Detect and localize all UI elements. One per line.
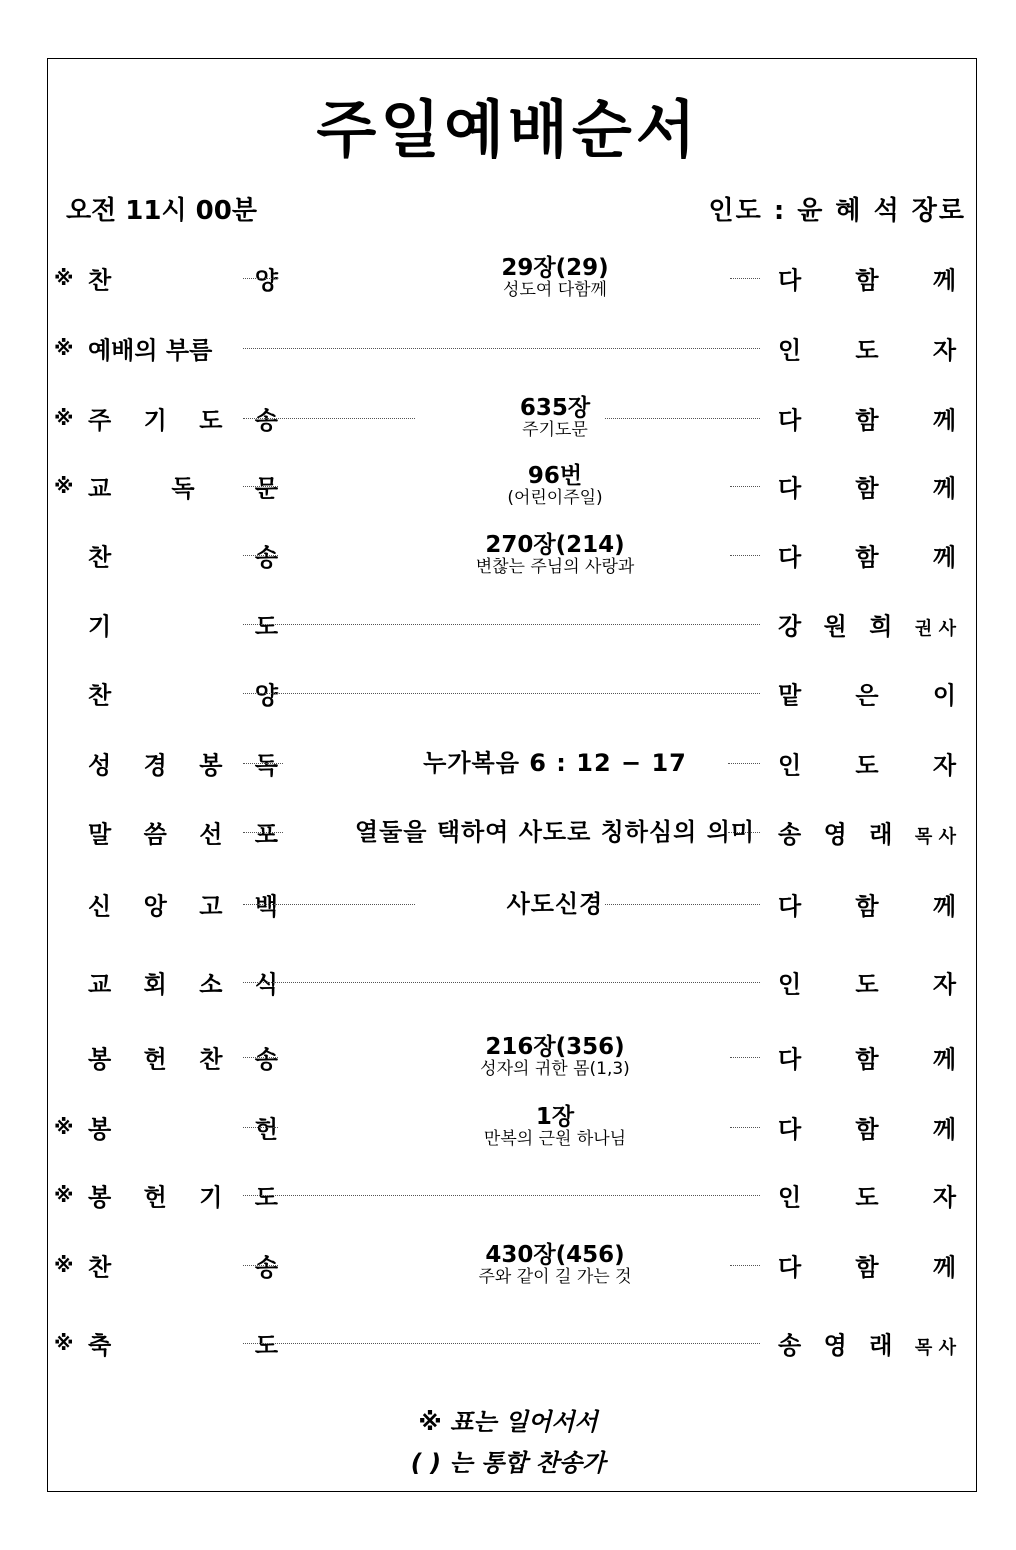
dot-leader [243, 486, 278, 487]
person-char: 인 [778, 336, 802, 365]
footer-note-hymnal: ( ) 는 통합 찬송가 [410, 1449, 606, 1477]
person-char: 함 [855, 406, 879, 435]
label-char: 축 [88, 1331, 112, 1360]
person-char: 목 사 [914, 1337, 956, 1359]
order-item-person [778, 1248, 956, 1283]
person-char: 맡 [778, 681, 802, 710]
label-char: 교 [88, 970, 112, 999]
person-char: 인 [778, 970, 802, 999]
label-char: 도 [254, 1331, 278, 1360]
order-item-person [778, 815, 956, 850]
page-title: 주일예배순서 [316, 93, 700, 166]
label-char: 교 [88, 474, 112, 503]
order-row [50, 952, 965, 1012]
order-item-content [300, 891, 810, 917]
content-main: 1장 [535, 1104, 575, 1131]
person-char: 영 [823, 820, 847, 849]
person-char: 다 [778, 266, 802, 295]
person-char: 함 [855, 543, 879, 572]
person-char: 송 [778, 820, 802, 849]
order-item-person [778, 1326, 956, 1361]
person-char: 래 [869, 1331, 893, 1360]
order-item-person [778, 1178, 956, 1213]
person-char: 자 [932, 751, 956, 780]
label-char: 찬 [199, 1045, 223, 1074]
dot-leader [243, 624, 760, 625]
service-leader: 인도 : 윤 혜 석 장로 [708, 196, 966, 226]
label-char: 앙 [143, 892, 167, 921]
dot-leader [243, 1265, 278, 1266]
content-main: 270장(214) [485, 532, 625, 559]
person-char: 목 사 [914, 826, 956, 848]
person-char: 께 [932, 1115, 956, 1144]
person-char: 강 [778, 612, 802, 641]
label-char: 독 [171, 474, 195, 503]
person-char: 도 [855, 970, 879, 999]
person-char: 희 [869, 612, 893, 641]
label-char: 헌 [254, 1115, 278, 1144]
order-row [50, 1165, 965, 1225]
content-main: 누가복음 6 : 12 − 17 [423, 748, 687, 777]
person-char: 영 [823, 1331, 847, 1360]
order-item-content [300, 1243, 810, 1287]
person-char: 래 [869, 820, 893, 849]
content-main: 635장 [519, 395, 591, 422]
content-sub: 변찮는 주님의 사랑과 [475, 557, 635, 578]
person-char: 께 [932, 1045, 956, 1074]
person-char: 자 [932, 970, 956, 999]
order-row [50, 248, 965, 308]
label-char: 예배의 부름 [88, 336, 213, 365]
label-char: 양 [254, 266, 278, 295]
person-char: 다 [778, 543, 802, 572]
label-char: 찬 [88, 543, 112, 572]
label-char: 경 [143, 751, 167, 780]
content-main: 430장(456) [485, 1242, 625, 1269]
dot-leader [243, 1343, 760, 1344]
dot-leader [243, 1195, 760, 1196]
person-char: 자 [932, 1183, 956, 1212]
label-char: 선 [199, 820, 223, 849]
order-row [50, 525, 965, 585]
order-row [50, 318, 965, 378]
order-row [50, 663, 965, 723]
label-char: 회 [143, 970, 167, 999]
label-char: 송 [254, 406, 278, 435]
content-main: 216장(356) [485, 1034, 625, 1061]
label-char: 봉 [88, 1183, 112, 1212]
label-char: 도 [254, 612, 278, 641]
label-char: 송 [254, 1253, 278, 1282]
label-char: 고 [199, 892, 223, 921]
label-char: 문 [254, 474, 278, 503]
label-char: 봉 [88, 1045, 112, 1074]
label-char: 찬 [88, 266, 112, 295]
dot-leader [243, 348, 760, 349]
person-char: 함 [855, 1115, 879, 1144]
order-row [50, 456, 965, 516]
order-item-content [300, 533, 810, 577]
standing-mark: ※ [54, 1253, 74, 1277]
order-item-content [300, 819, 810, 845]
person-char: 께 [932, 543, 956, 572]
person-char: 자 [932, 336, 956, 365]
label-char: 독 [254, 751, 278, 780]
person-char: 인 [778, 1183, 802, 1212]
person-char: 함 [855, 1045, 879, 1074]
person-char: 함 [855, 892, 879, 921]
label-char: 양 [254, 681, 278, 710]
dot-leader [243, 1057, 278, 1058]
label-char: 송 [254, 543, 278, 572]
label-char: 주 [88, 406, 112, 435]
standing-mark: ※ [54, 406, 74, 430]
person-char: 께 [932, 1253, 956, 1282]
standing-mark: ※ [54, 1115, 74, 1139]
standing-mark: ※ [54, 336, 74, 360]
dot-leader [243, 1127, 278, 1128]
order-row [50, 874, 965, 934]
order-row [50, 1027, 965, 1087]
dot-leader [243, 982, 760, 983]
order-item-person [778, 469, 956, 504]
order-row [50, 1097, 965, 1157]
content-sub: 성도여 다함께 [503, 280, 607, 301]
order-row [50, 802, 965, 862]
label-char: 말 [88, 820, 112, 849]
order-item-person [778, 261, 956, 296]
person-char: 도 [855, 1183, 879, 1212]
person-char: 다 [778, 1045, 802, 1074]
order-item-person [778, 887, 956, 922]
dot-leader [243, 693, 760, 694]
label-char: 포 [254, 820, 278, 849]
order-item-content [300, 396, 810, 440]
person-char: 함 [855, 266, 879, 295]
order-item-person [778, 607, 956, 642]
person-char: 함 [855, 474, 879, 503]
person-char: 다 [778, 1253, 802, 1282]
label-char: 찬 [88, 1253, 112, 1282]
content-sub: 주와 같이 길 가는 것 [478, 1267, 632, 1288]
person-char: 은 [855, 681, 879, 710]
order-item-content [300, 750, 810, 776]
order-item-content [300, 1105, 810, 1149]
content-sub: 성자의 귀한 몸(1,3) [480, 1059, 630, 1080]
label-char: 기 [143, 406, 167, 435]
label-char: 봉 [88, 1115, 112, 1144]
order-item-person [778, 1110, 956, 1145]
label-char: 헌 [143, 1045, 167, 1074]
label-char: 찬 [88, 681, 112, 710]
label-char: 식 [254, 970, 278, 999]
content-main: 96번 [527, 463, 583, 490]
dot-leader [243, 278, 278, 279]
content-main: 29장(29) [501, 255, 609, 282]
order-row [50, 594, 965, 654]
content-sub: 주기도문 [522, 420, 588, 441]
label-char: 씀 [143, 820, 167, 849]
label-char: 기 [88, 612, 112, 641]
dot-leader [243, 832, 283, 833]
person-char: 께 [932, 406, 956, 435]
dot-leader [243, 763, 283, 764]
order-item-person [778, 538, 956, 573]
label-char: 신 [88, 892, 112, 921]
person-char: 께 [932, 266, 956, 295]
content-sub: (어린이주일) [507, 488, 603, 509]
person-char: 다 [778, 474, 802, 503]
person-char: 이 [932, 681, 956, 710]
label-char: 성 [88, 751, 112, 780]
standing-mark: ※ [54, 1183, 74, 1207]
label-char: 도 [199, 406, 223, 435]
label-char: 백 [254, 892, 278, 921]
person-char: 원 [823, 612, 847, 641]
person-char: 께 [932, 892, 956, 921]
content-main: 열둘을 택하여 사도로 칭하심의 의미 [354, 817, 756, 846]
order-row [50, 733, 965, 793]
person-char: 송 [778, 1331, 802, 1360]
person-char: 도 [855, 751, 879, 780]
order-item-person [778, 1040, 956, 1075]
order-item-person [778, 676, 956, 711]
person-char: 께 [932, 474, 956, 503]
footer-note-standing: ※ 표는 일어서서 [418, 1408, 598, 1436]
order-row [50, 1313, 965, 1373]
label-char: 도 [254, 1183, 278, 1212]
order-item-person [778, 331, 956, 366]
service-time: 오전 11시 00분 [66, 196, 257, 226]
person-char: 권 사 [914, 618, 956, 640]
order-row [50, 1235, 965, 1295]
order-item-person [778, 746, 956, 781]
label-char: 기 [199, 1183, 223, 1212]
label-char: 송 [254, 1045, 278, 1074]
content-sub: 만복의 근원 하나님 [483, 1129, 627, 1150]
person-char: 다 [778, 1115, 802, 1144]
person-char: 다 [778, 406, 802, 435]
content-main: 사도신경 [506, 889, 604, 918]
order-item-person [778, 965, 956, 1000]
person-char: 함 [855, 1253, 879, 1282]
person-char: 다 [778, 892, 802, 921]
label-char: 헌 [143, 1183, 167, 1212]
standing-mark: ※ [54, 266, 74, 290]
order-row [50, 388, 965, 448]
person-char: 인 [778, 751, 802, 780]
person-char: 도 [855, 336, 879, 365]
label-char: 소 [199, 970, 223, 999]
label-char: 봉 [199, 751, 223, 780]
standing-mark: ※ [54, 1331, 74, 1355]
order-item-content [300, 1035, 810, 1079]
order-item-content [300, 464, 810, 508]
dot-leader [243, 555, 278, 556]
order-item-content [300, 256, 810, 300]
standing-mark: ※ [54, 474, 74, 498]
order-item-person [778, 401, 956, 436]
